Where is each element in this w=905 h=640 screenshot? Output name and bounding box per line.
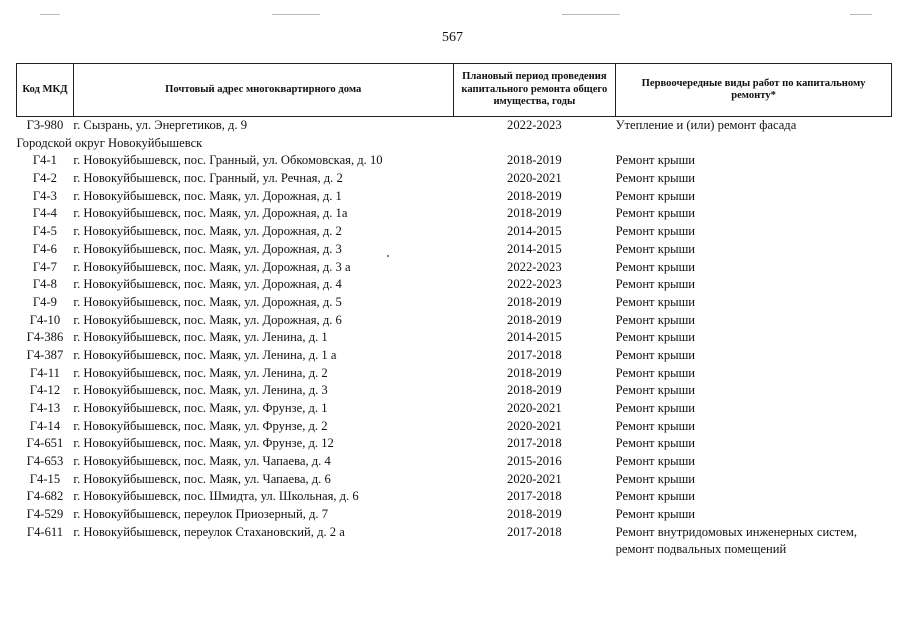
table-row <box>17 294 892 312</box>
scan-artifact <box>272 14 320 15</box>
cell-period: 2018-2019 <box>507 383 562 398</box>
cell-period: 2020-2021 <box>507 401 562 415</box>
cell-code: Г4-2 <box>32 171 57 186</box>
cell-period: 2014-2015 <box>507 241 562 256</box>
group-title: Городской округ Новокуйбышевск <box>16 135 203 150</box>
header-code: Код МКД <box>17 64 74 117</box>
cell-code: Г4-4 <box>32 206 57 221</box>
cell-period: 2017-2018 <box>507 436 562 451</box>
table-header-row <box>17 64 892 117</box>
works-line-1: Ремонт внутридомовых инженерных систем, <box>615 524 857 539</box>
cell-code: Г4-651 <box>26 436 64 451</box>
cell-period: 2017-2018 <box>507 347 562 362</box>
table-row <box>17 259 892 277</box>
cell-works: Ремонт крыши <box>615 171 696 186</box>
cell-works: Ремонт крыши <box>615 418 696 433</box>
table-row <box>17 329 892 347</box>
cell-address: г. Новокуйбышевск, пос. Шмидта, ул. Школьная, д. 6 <box>73 489 359 504</box>
cell-works: Ремонт крыши <box>615 347 696 362</box>
cell-works: Ремонт крыши <box>615 188 696 203</box>
repair-schedule-table <box>16 63 892 558</box>
cell-period: 2014-2015 <box>507 224 562 239</box>
works-line-2: ремонт подвальных помещений <box>615 541 787 556</box>
cell-works: Ремонт крыши <box>615 206 696 221</box>
table-row <box>17 312 892 330</box>
cell-period: 2022-2023 <box>507 277 562 292</box>
cell-works: Ремонт крыши <box>615 312 696 327</box>
cell-address: г. Новокуйбышевск, пос. Маяк, ул. Дорожная, д. 1а <box>73 206 348 221</box>
cell-address: г. Новокуйбышевск, пос. Маяк, ул. Дорожная, д. 3 а <box>73 259 351 274</box>
page-number: 567 <box>442 30 463 45</box>
cell-works: Ремонт крыши <box>615 436 696 451</box>
cell-period: 2020-2021 <box>507 471 562 486</box>
cell-address: г. Новокуйбышевск, пос. Маяк, ул. Чапаева, д. 4 <box>73 454 331 469</box>
cell-works: Ремонт крыши <box>615 153 696 168</box>
cell-period: 2015-2016 <box>507 454 562 469</box>
cell-period: 2018-2019 <box>507 294 562 309</box>
cell-code: Г4-529 <box>26 507 64 522</box>
cell-code: Г3-980 <box>26 118 64 132</box>
table-row <box>17 205 892 223</box>
cell-address: г. Новокуйбышевск, пос. Маяк, ул. Дорожная, д. 5 <box>73 294 342 309</box>
scan-artifact <box>850 14 872 15</box>
cell-address: г. Новокуйбышевск, переулок Приозерный, д. 7 <box>73 507 329 522</box>
cell-address: г. Новокуйбышевск, пос. Маяк, ул. Дорожная, д. 2 <box>73 224 342 239</box>
cell-address: г. Новокуйбышевск, пос. Маяк, ул. Дорожная, д. 4 <box>73 277 342 292</box>
cell-works: Ремонт крыши <box>615 241 696 256</box>
cell-works: Ремонт крыши <box>615 224 696 239</box>
cell-code: Г4-11 <box>29 365 60 380</box>
cell-code: Г4-12 <box>29 383 61 398</box>
cell-code: Г4-15 <box>29 471 61 486</box>
cell-works: Ремонт крыши <box>615 471 696 486</box>
table-row <box>17 276 892 294</box>
cell-code: Г4-682 <box>26 489 64 504</box>
cell-code: Г4-7 <box>32 259 57 274</box>
table-row <box>17 488 892 506</box>
cell-address: г. Новокуйбышевск, пос. Гранный, ул. Речная, д. 2 <box>73 171 343 186</box>
cell-code: Г4-8 <box>32 277 57 292</box>
cell-period: 2018-2019 <box>507 188 562 203</box>
cell-works: Ремонт крыши <box>615 454 696 469</box>
table-row <box>17 382 892 400</box>
cell-period: 2022-2023 <box>507 118 562 132</box>
cell-period: 2018-2019 <box>507 153 562 168</box>
cell-code: Г4-3 <box>32 188 57 203</box>
cell-code: Г4-6 <box>32 241 57 256</box>
cell-period: 2018-2019 <box>507 206 562 221</box>
table-row <box>17 117 892 135</box>
cell-code: Г4-13 <box>29 401 61 415</box>
cell-address: г. Новокуйбышевск, пос. Маяк, ул. Фрунзе, д. 2 <box>73 418 328 433</box>
cell-code: Г4-1 <box>32 153 57 168</box>
cell-address: г. Новокуйбышевск, пос. Маяк, ул. Дорожная, д. 6 <box>73 312 342 327</box>
table-row <box>17 435 892 453</box>
table-row <box>17 524 892 558</box>
cell-code: Г4-10 <box>29 312 61 327</box>
table-row <box>17 223 892 241</box>
cell-period: 2022-2023 <box>507 259 562 274</box>
cell-address: г. Новокуйбышевск, пос. Маяк, ул. Фрунзе, д. 1 <box>73 401 328 415</box>
cell-code: Г4-5 <box>32 224 57 239</box>
cell-works: Ремонт крыши <box>615 507 696 522</box>
cell-address: г. Новокуйбышевск, пос. Маяк, ул. Дорожная, д. 1 <box>73 188 342 203</box>
table-row <box>17 365 892 383</box>
table-row <box>17 347 892 365</box>
table-row <box>17 241 892 259</box>
cell-works: Ремонт крыши <box>615 383 696 398</box>
table-row <box>17 418 892 436</box>
cell-works: Ремонт крыши <box>615 330 696 345</box>
cell-works: Ремонт крыши <box>615 489 696 504</box>
scan-artifact <box>40 14 60 15</box>
cell-works: Ремонт крыши <box>615 365 696 380</box>
cell-address: г. Новокуйбышевск, пос. Маяк, ул. Ленина, д. 1 а <box>73 347 337 362</box>
cell-address: г. Новокуйбышевск, пос. Маяк, ул. Дорожная, д. 3 <box>73 241 342 256</box>
table-row <box>17 152 892 170</box>
cell-code: Г4-653 <box>26 454 64 469</box>
cell-code: Г4-9 <box>32 294 57 309</box>
header-period: Плановый период проведения капитального ремонта общего имущества, годы <box>453 64 616 117</box>
cell-address: г. Новокуйбышевск, переулок Стахановский, д. 2 а <box>73 524 345 539</box>
cell-code: Г4-611 <box>26 524 64 539</box>
cell-period: 2020-2021 <box>507 171 562 186</box>
cell-address: г. Новокуйбышевск, пос. Гранный, ул. Обкомовская, д. 10 <box>73 153 383 168</box>
cell-code: Г4-14 <box>29 418 61 433</box>
header-address: Почтовый адрес многоквартирного дома <box>73 64 453 117</box>
cell-address: г. Новокуйбышевск, пос. Маяк, ул. Ленина, д. 2 <box>73 365 328 380</box>
cell-code: Г4-386 <box>26 330 64 345</box>
cell-address: г. Новокуйбышевск, пос. Маяк, ул. Чапаева, д. 6 <box>73 471 331 486</box>
cell-period: 2017-2018 <box>507 489 562 504</box>
cell-works: Ремонт крыши <box>615 401 696 415</box>
cell-period: 2018-2019 <box>507 312 562 327</box>
cell-period: 2018-2019 <box>507 507 562 522</box>
cell-address: г. Новокуйбышевск, пос. Маяк, ул. Ленина, д. 3 <box>73 383 328 398</box>
cell-address: г. Новокуйбышевск, пос. Маяк, ул. Фрунзе, д. 12 <box>73 436 334 451</box>
table-row <box>17 453 892 471</box>
table-row <box>17 170 892 188</box>
cell-works: Ремонт крыши <box>615 277 696 292</box>
cell-period: 2014-2015 <box>507 330 562 345</box>
scan-speck <box>387 255 389 257</box>
cell-works: Ремонт крыши <box>615 294 696 309</box>
cell-address: г. Сызрань, ул. Энергетиков, д. 9 <box>73 118 248 132</box>
table-body <box>17 117 892 558</box>
group-header-row <box>17 135 892 153</box>
table-row <box>17 188 892 206</box>
cell-period: 2018-2019 <box>507 365 562 380</box>
header-works: Первоочередные виды работ по капитальному ремонту* <box>616 64 892 117</box>
scan-artifact <box>562 14 620 15</box>
cell-works: Утепление и (или) ремонт фасада <box>615 118 797 132</box>
cell-period: 2020-2021 <box>507 418 562 433</box>
table-row <box>17 400 892 418</box>
cell-period: 2017-2018 <box>507 524 562 539</box>
cell-code: Г4-387 <box>26 347 64 362</box>
cell-works <box>616 524 892 558</box>
table-row <box>17 506 892 524</box>
cell-address: г. Новокуйбышевск, пос. Маяк, ул. Ленина, д. 1 <box>73 330 328 345</box>
cell-works: Ремонт крыши <box>615 259 696 274</box>
table-row <box>17 471 892 489</box>
